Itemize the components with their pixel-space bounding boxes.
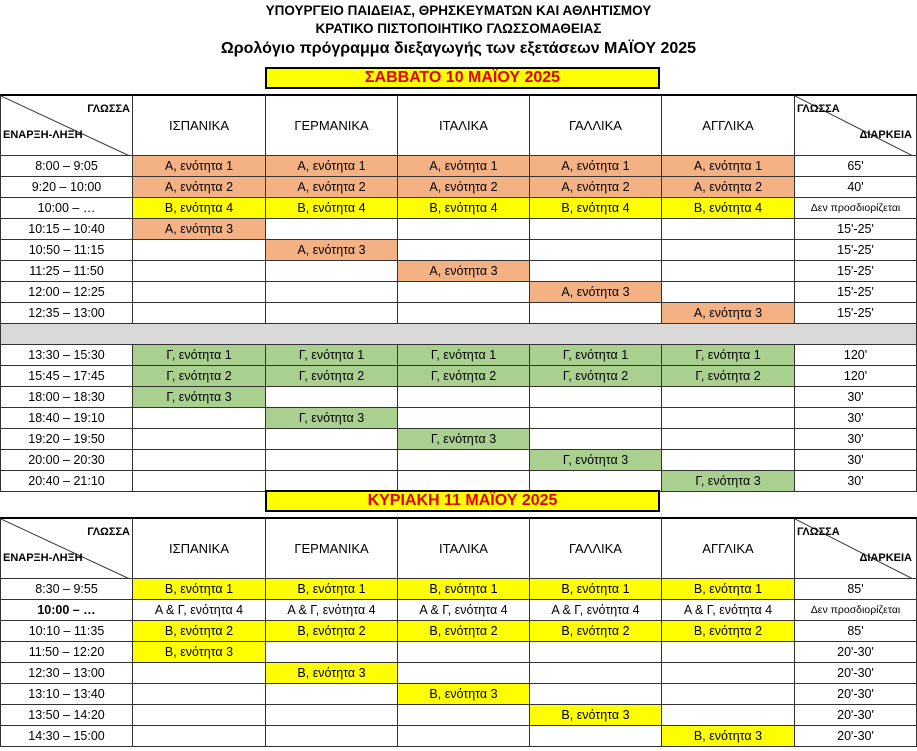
time-cell: 12:35 – 13:00 (0, 303, 133, 324)
exam-cell: Β, ενότητα 1 (133, 579, 266, 600)
exam-cell: Γ, ενότητα 2 (398, 366, 530, 387)
language-label: ΓΛΩΣΣΑ (797, 103, 840, 115)
duration-cell: Δεν προσδιορίζεται (795, 600, 917, 621)
exam-cell (266, 450, 398, 471)
duration-cell: 30' (795, 429, 917, 450)
language-header-3: ΙΤΑΛΙΚΑ (398, 94, 530, 156)
exam-cell (662, 282, 795, 303)
exam-cell (133, 408, 266, 429)
exam-cell (133, 684, 266, 705)
table-row (0, 621, 917, 642)
duration-cell: 15'-25' (795, 282, 917, 303)
time-cell: 10:00 – … (0, 198, 133, 219)
exam-cell: Α, ενότητα 2 (662, 177, 795, 198)
exam-cell (530, 240, 662, 261)
duration-cell: 20'-30' (795, 642, 917, 663)
start-end-label: ΕΝΑΡΞΗ-ΛΗΞΗ (3, 552, 83, 564)
exam-cell: Α, ενότητα 1 (398, 156, 530, 177)
exam-cell: Γ, ενότητα 1 (266, 345, 398, 366)
exam-cell (266, 642, 398, 663)
duration-cell: 85' (795, 579, 917, 600)
table-row (0, 726, 917, 747)
start-end-label: ΕΝΑΡΞΗ-ΛΗΞΗ (3, 129, 83, 141)
exam-cell: Γ, ενότητα 2 (530, 366, 662, 387)
exam-cell (398, 408, 530, 429)
exam-cell: Β, ενότητα 4 (530, 198, 662, 219)
time-cell: 20:40 – 21:10 (0, 471, 133, 492)
time-cell: 15:45 – 17:45 (0, 366, 133, 387)
exam-cell (133, 726, 266, 747)
exam-cell (266, 282, 398, 303)
exam-cell: Γ, ενότητα 2 (266, 366, 398, 387)
duration-cell: 20'-30' (795, 684, 917, 705)
duration-cell: 30' (795, 408, 917, 429)
duration-label: ΔΙΑΡΚΕΙΑ (859, 129, 912, 141)
table-row (0, 579, 917, 600)
duration-cell: 15'-25' (795, 303, 917, 324)
exam-cell: Α, ενότητα 3 (662, 303, 795, 324)
exam-cell (662, 705, 795, 726)
exam-cell: Γ, ενότητα 1 (662, 345, 795, 366)
exam-cell: Α, ενότητα 1 (530, 156, 662, 177)
exam-cell (133, 282, 266, 303)
exam-cell: Α, ενότητα 3 (133, 219, 266, 240)
exam-cell (662, 408, 795, 429)
exam-cell: Β, ενότητα 1 (530, 579, 662, 600)
exam-cell: Β, ενότητα 4 (662, 198, 795, 219)
language-header-4: ΓΑΛΛΙΚΑ (530, 517, 662, 579)
time-cell: 20:00 – 20:30 (0, 450, 133, 471)
exam-cell (266, 471, 398, 492)
exam-cell (398, 240, 530, 261)
table-row (0, 282, 917, 303)
exam-cell: Α & Γ, ενότητα 4 (398, 600, 530, 621)
table-row (0, 429, 917, 450)
exam-cell (398, 642, 530, 663)
duration-cell: 20'-30' (795, 726, 917, 747)
exam-cell (133, 261, 266, 282)
exam-cell: Β, ενότητα 4 (398, 198, 530, 219)
exam-cell: Β, ενότητα 2 (662, 621, 795, 642)
schedule-title: Ωρολόγιο πρόγραμμα διεξαγωγής των εξετάσεων ΜΑΪΟΥ 2025 (220, 40, 697, 57)
header-row (0, 94, 917, 156)
duration-cell: 120' (795, 366, 917, 387)
time-cell: 19:20 – 19:50 (0, 429, 133, 450)
duration-cell: 30' (795, 387, 917, 408)
exam-cell (398, 471, 530, 492)
time-cell: 18:40 – 19:10 (0, 408, 133, 429)
duration-cell: 30' (795, 471, 917, 492)
certificate-title: ΚΡΑΤΙΚΟ ΠΙΣΤΟΠΟΙΗΤΙΚΟ ΓΛΩΣΣΟΜΑΘΕΙΑΣ (315, 21, 602, 36)
exam-cell: Β, ενότητα 3 (662, 726, 795, 747)
lunch-break-row (0, 324, 917, 345)
exam-cell: Β, ενότητα 4 (266, 198, 398, 219)
time-cell: 10:00 – … (0, 600, 133, 621)
duration-cell: 120' (795, 345, 917, 366)
exam-cell: Β, ενότητα 3 (266, 663, 398, 684)
exam-cell (398, 282, 530, 303)
time-cell: 11:50 – 12:20 (0, 642, 133, 663)
table-row (0, 642, 917, 663)
exam-cell: Γ, ενότητα 1 (133, 345, 266, 366)
exam-cell (530, 471, 662, 492)
language-header-4: ΓΑΛΛΙΚΑ (530, 94, 662, 156)
exam-cell: Β, ενότητα 2 (530, 621, 662, 642)
table-row (0, 240, 917, 261)
time-cell: 8:00 – 9:05 (0, 156, 133, 177)
table-row (0, 471, 917, 492)
exam-cell: Γ, ενότητα 3 (662, 471, 795, 492)
exam-cell (398, 450, 530, 471)
exam-cell (398, 705, 530, 726)
table-row (0, 408, 917, 429)
schedule-table-sunday (0, 517, 917, 747)
exam-cell: Α, ενότητα 1 (662, 156, 795, 177)
corner-cell (0, 517, 133, 579)
exam-cell (133, 663, 266, 684)
exam-cell (266, 726, 398, 747)
table-row (0, 177, 917, 198)
language-header-3: ΙΤΑΛΙΚΑ (398, 517, 530, 579)
duration-corner-cell (795, 517, 917, 579)
time-cell: 12:00 – 12:25 (0, 282, 133, 303)
table-row (0, 198, 917, 219)
exam-cell (133, 429, 266, 450)
exam-cell (662, 642, 795, 663)
duration-cell: 20'-30' (795, 663, 917, 684)
exam-cell (398, 303, 530, 324)
exam-cell: Β, ενότητα 3 (398, 684, 530, 705)
time-cell: 10:15 – 10:40 (0, 219, 133, 240)
table-row (0, 261, 917, 282)
duration-cell: 15'-25' (795, 240, 917, 261)
duration-corner-cell (795, 94, 917, 156)
duration-cell: 40' (795, 177, 917, 198)
exam-cell: Β, ενότητα 1 (266, 579, 398, 600)
ministry-title: ΥΠΟΥΡΓΕΙΟ ΠΑΙΔΕΙΑΣ, ΘΡΗΣΚΕΥΜΑΤΩΝ ΚΑΙ ΑΘΛΗΤΙΣΜΟΥ (265, 3, 652, 18)
corner-cell (0, 94, 133, 156)
exam-cell (662, 219, 795, 240)
time-cell: 13:10 – 13:40 (0, 684, 133, 705)
duration-cell: 65' (795, 156, 917, 177)
exam-cell: Α, ενότητα 1 (133, 156, 266, 177)
exam-cell (133, 705, 266, 726)
exam-cell: Α & Γ, ενότητα 4 (266, 600, 398, 621)
exam-cell (530, 408, 662, 429)
exam-cell (266, 705, 398, 726)
exam-cell: Α, ενότητα 3 (530, 282, 662, 303)
exam-cell (266, 684, 398, 705)
exam-cell (266, 261, 398, 282)
table-row (0, 156, 917, 177)
exam-cell: Α, ενότητα 2 (266, 177, 398, 198)
exam-cell (266, 303, 398, 324)
duration-cell: 15'-25' (795, 219, 917, 240)
exam-cell (662, 387, 795, 408)
table-row (0, 366, 917, 387)
exam-cell: Β, ενότητα 1 (662, 579, 795, 600)
table-row (0, 450, 917, 471)
schedule-table-saturday (0, 94, 917, 492)
time-cell: 18:00 – 18:30 (0, 387, 133, 408)
exam-cell: Α & Γ, ενότητα 4 (530, 600, 662, 621)
language-label: ΓΛΩΣΣΑ (87, 103, 130, 115)
exam-cell: Α, ενότητα 2 (398, 177, 530, 198)
exam-cell: Γ, ενότητα 3 (530, 450, 662, 471)
time-cell: 13:50 – 14:20 (0, 705, 133, 726)
table-row (0, 219, 917, 240)
language-header-2: ΓΕΡΜΑΝΙΚΑ (266, 517, 398, 579)
table-row (0, 303, 917, 324)
exam-cell (133, 240, 266, 261)
exam-cell: Α, ενότητα 3 (266, 240, 398, 261)
exam-cell (530, 387, 662, 408)
exam-cell: Γ, ενότητα 1 (398, 345, 530, 366)
table-row (0, 387, 917, 408)
exam-cell (398, 663, 530, 684)
exam-cell (530, 663, 662, 684)
time-cell: 10:10 – 11:35 (0, 621, 133, 642)
language-label: ΓΛΩΣΣΑ (87, 526, 130, 538)
language-header-5: ΑΓΓΛΙΚΑ (662, 94, 795, 156)
exam-cell (662, 684, 795, 705)
exam-cell: Γ, ενότητα 1 (530, 345, 662, 366)
time-cell: 13:30 – 15:30 (0, 345, 133, 366)
language-header-2: ΓΕΡΜΑΝΙΚΑ (266, 94, 398, 156)
exam-cell: Γ, ενότητα 3 (266, 408, 398, 429)
exam-cell (266, 219, 398, 240)
exam-cell: Α, ενότητα 1 (266, 156, 398, 177)
table-row (0, 663, 917, 684)
time-cell: 8:30 – 9:55 (0, 579, 133, 600)
duration-cell: 85' (795, 621, 917, 642)
exam-cell (398, 726, 530, 747)
exam-cell (398, 387, 530, 408)
exam-cell (530, 684, 662, 705)
exam-cell (662, 261, 795, 282)
exam-cell: Β, ενότητα 1 (398, 579, 530, 600)
exam-cell: Β, ενότητα 2 (133, 621, 266, 642)
exam-cell (133, 303, 266, 324)
time-cell: 12:30 – 13:00 (0, 663, 133, 684)
table-row (0, 705, 917, 726)
day-title-sunday: ΚΥΡΙΑΚΗ 11 ΜΑΪΟΥ 2025 (265, 490, 660, 512)
exam-cell: Α, ενότητα 3 (398, 261, 530, 282)
duration-cell: 30' (795, 450, 917, 471)
time-cell: 10:50 – 11:15 (0, 240, 133, 261)
exam-cell (530, 303, 662, 324)
exam-cell: Β, ενότητα 3 (133, 642, 266, 663)
exam-cell: Γ, ενότητα 2 (662, 366, 795, 387)
exam-cell (266, 387, 398, 408)
exam-cell (662, 429, 795, 450)
language-header-1: ΙΣΠΑΝΙΚΑ (133, 517, 266, 579)
duration-cell: 20'-30' (795, 705, 917, 726)
language-header-1: ΙΣΠΑΝΙΚΑ (133, 94, 266, 156)
exam-cell (133, 450, 266, 471)
exam-cell: Β, ενότητα 2 (266, 621, 398, 642)
exam-cell (530, 429, 662, 450)
exam-cell: Β, ενότητα 4 (133, 198, 266, 219)
table-row (0, 684, 917, 705)
exam-cell (398, 219, 530, 240)
exam-cell (530, 642, 662, 663)
time-cell: 11:25 – 11:50 (0, 261, 133, 282)
exam-cell: Γ, ενότητα 3 (133, 387, 266, 408)
exam-cell: Γ, ενότητα 2 (133, 366, 266, 387)
exam-cell (662, 663, 795, 684)
duration-label: ΔΙΑΡΚΕΙΑ (859, 552, 912, 564)
exam-cell: Β, ενότητα 3 (530, 705, 662, 726)
time-cell: 9:20 – 10:00 (0, 177, 133, 198)
exam-cell (530, 261, 662, 282)
exam-cell: Α & Γ, ενότητα 4 (662, 600, 795, 621)
exam-cell (530, 726, 662, 747)
exam-cell: Β, ενότητα 2 (398, 621, 530, 642)
exam-cell (662, 240, 795, 261)
day-title-saturday: ΣΑΒΒΑΤΟ 10 ΜΑΪΟΥ 2025 (265, 67, 660, 89)
time-cell: 14:30 – 15:00 (0, 726, 133, 747)
table-row (0, 345, 917, 366)
language-label: ΓΛΩΣΣΑ (797, 526, 840, 538)
exam-cell: Α, ενότητα 2 (530, 177, 662, 198)
exam-cell (662, 450, 795, 471)
exam-cell (266, 429, 398, 450)
duration-cell: Δεν προσδιορίζεται (795, 198, 917, 219)
duration-cell: 15'-25' (795, 261, 917, 282)
exam-cell: Γ, ενότητα 3 (398, 429, 530, 450)
exam-cell (133, 471, 266, 492)
language-header-5: ΑΓΓΛΙΚΑ (662, 517, 795, 579)
exam-cell: Α, ενότητα 2 (133, 177, 266, 198)
exam-cell (530, 219, 662, 240)
exam-cell: Α & Γ, ενότητα 4 (133, 600, 266, 621)
table-row (0, 600, 917, 621)
header-row (0, 517, 917, 579)
